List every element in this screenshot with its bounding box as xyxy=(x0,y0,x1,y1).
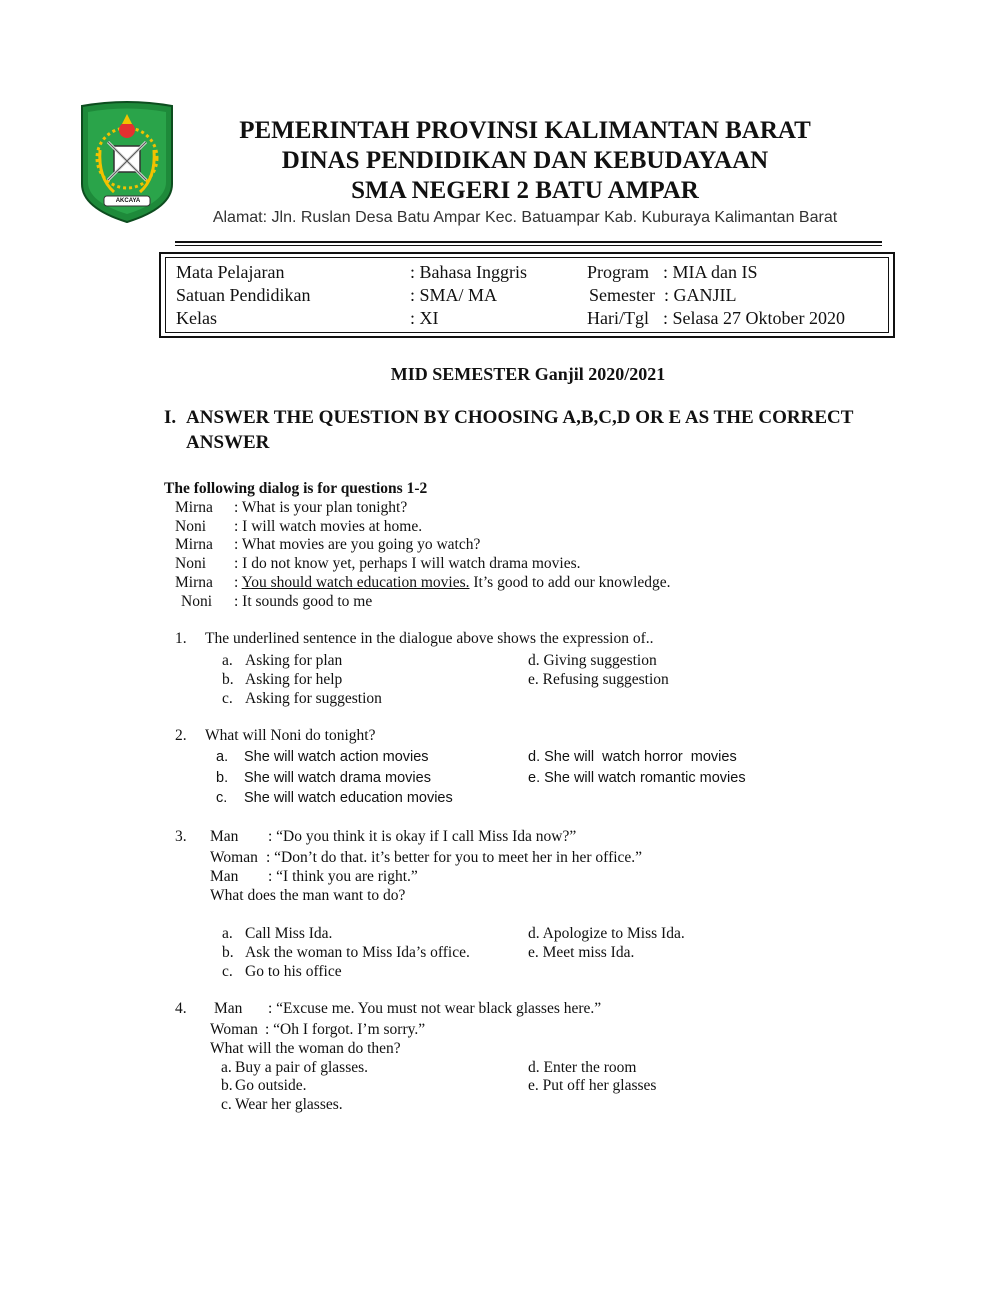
dialog-text-underlined-line xyxy=(234,574,671,592)
option-e[interactable]: e. Put off her glasses xyxy=(528,1077,657,1094)
option-d[interactable]: d. Enter the room xyxy=(528,1059,637,1076)
option-e[interactable]: e. Meet miss Ida. xyxy=(528,944,635,961)
option-label: b. xyxy=(222,944,234,961)
option-label: a. xyxy=(222,925,233,942)
dialog-speaker: Man xyxy=(210,828,239,845)
option-b[interactable]: Go outside. xyxy=(235,1077,307,1094)
dialog-speaker: Man xyxy=(214,1000,243,1017)
info-value: : Bahasa Inggris xyxy=(410,262,527,282)
option-a[interactable]: Buy a pair of glasses. xyxy=(235,1059,369,1076)
info-right-label: Program xyxy=(587,262,649,282)
section-number: I. xyxy=(164,407,177,428)
dialog-text: : What movies are you going yo watch? xyxy=(234,536,481,553)
logo-ribbon-text: AKCAYA xyxy=(115,198,141,204)
option-label: c. xyxy=(221,1096,232,1113)
info-right-value: : MIA dan IS xyxy=(663,262,758,282)
dialog-speaker: Woman xyxy=(210,849,258,866)
info-right-label: Semester xyxy=(589,285,655,305)
dialog-speaker: Noni xyxy=(181,593,212,610)
option-label: c. xyxy=(222,963,233,980)
option-label: a. xyxy=(222,652,233,669)
question-text: What will Noni do tonight? xyxy=(205,727,376,744)
dialog-speaker: Mirna xyxy=(175,536,213,553)
option-label: b. xyxy=(216,770,229,786)
option-b[interactable]: Asking for help xyxy=(245,671,343,688)
dialog-text: : I do not know yet, perhaps I will watch drama movies. xyxy=(234,555,581,572)
info-value: : XI xyxy=(410,308,439,328)
dialog-text: : “I think you are right.” xyxy=(268,868,418,885)
info-right-value: : GANJIL xyxy=(664,285,737,305)
option-label: c. xyxy=(222,690,233,707)
section-title-line2: ANSWER xyxy=(186,432,270,453)
option-d[interactable]: d. She will watch horror movies xyxy=(528,749,737,765)
info-value: : SMA/ MA xyxy=(410,285,498,305)
header-address: Alamat: Jln. Ruslan Desa Batu Ampar Kec. Batuampar Kab. Kuburaya Kalimantan Barat xyxy=(212,209,838,226)
info-label: Kelas xyxy=(176,308,217,328)
dialog-text: : I will watch movies at home. xyxy=(234,518,423,535)
option-label: b. xyxy=(221,1077,233,1094)
question-text: What will the woman do then? xyxy=(210,1040,401,1057)
question-text: The underlined sentence in the dialogue above shows the expression of.. xyxy=(205,630,654,647)
dialog-text: : “Do you think it is okay if I call Miss Ida now?” xyxy=(268,828,577,845)
info-label: Mata Pelajaran xyxy=(176,262,285,282)
option-d[interactable]: d. Apologize to Miss Ida. xyxy=(528,925,685,942)
dialog-intro: The following dialog is for questions 1-2 xyxy=(164,480,428,497)
question-text: What does the man want to do? xyxy=(210,887,406,904)
info-label: Satuan Pendidikan xyxy=(176,285,311,305)
underlined-sentence: You should watch education movies. xyxy=(241,574,470,591)
dialog-text: : “Don’t do that. it’s better for you to meet her in her office.” xyxy=(266,849,643,866)
header-divider xyxy=(175,241,882,243)
dialog-speaker: Noni xyxy=(175,518,206,535)
option-label: a. xyxy=(221,1059,232,1076)
dialog-text: : “Oh I forgot. I’m sorry.” xyxy=(265,1021,426,1038)
question-number: 2. xyxy=(175,727,187,744)
question-number: 1. xyxy=(175,630,187,647)
dialog-text-prefix: : xyxy=(234,574,242,591)
option-label: b. xyxy=(222,671,234,688)
provincial-emblem-logo xyxy=(78,100,176,224)
option-c[interactable]: Wear her glasses. xyxy=(235,1096,343,1113)
option-b[interactable]: Ask the woman to Miss Ida’s office. xyxy=(245,944,470,961)
dialog-speaker: Mirna xyxy=(175,574,213,591)
dialog-speaker: Woman xyxy=(210,1021,258,1038)
option-d[interactable]: d. Giving suggestion xyxy=(528,652,657,669)
info-right-label: Hari/Tgl xyxy=(587,308,649,328)
dialog-text-suffix: It’s good to add our knowledge. xyxy=(469,574,671,591)
dialog-text: : What is your plan tonight? xyxy=(234,499,408,516)
option-label: c. xyxy=(216,790,228,806)
header-divider-thin xyxy=(175,245,882,246)
dialog-text: : “Excuse me. You must not wear black glasses here.” xyxy=(268,1000,602,1017)
option-c[interactable]: She will watch education movies xyxy=(244,790,453,806)
option-label: a. xyxy=(216,749,229,765)
info-right-value: : Selasa 27 Oktober 2020 xyxy=(663,308,845,328)
section-title-line1: ANSWER THE QUESTION BY CHOOSING A,B,C,D OR E AS THE CORRECT xyxy=(186,407,854,428)
exam-title: MID SEMESTER Ganjil 2020/2021 xyxy=(390,364,666,384)
option-e[interactable]: e. Refusing suggestion xyxy=(528,671,669,688)
header-line-province: PEMERINTAH PROVINSI KALIMANTAN BARAT xyxy=(239,117,811,144)
dialog-speaker: Man xyxy=(210,868,239,885)
question-number: 3. xyxy=(175,828,187,845)
header-line-school: SMA NEGERI 2 BATU AMPAR xyxy=(351,177,699,204)
dialog-speaker: Noni xyxy=(175,555,206,572)
question-number: 4. xyxy=(175,1000,187,1017)
option-b[interactable]: She will watch drama movies xyxy=(244,770,431,786)
dialog-speaker: Mirna xyxy=(175,499,213,516)
option-a[interactable]: She will watch action movies xyxy=(244,749,429,765)
option-a[interactable]: Asking for plan xyxy=(245,652,343,669)
header-line-department: DINAS PENDIDIKAN DAN KEBUDAYAAN xyxy=(281,147,769,174)
option-c[interactable]: Go to his office xyxy=(245,963,342,980)
option-c[interactable]: Asking for suggestion xyxy=(245,690,382,707)
option-e[interactable]: e. She will watch romantic movies xyxy=(528,770,746,786)
option-a[interactable]: Call Miss Ida. xyxy=(245,925,333,942)
dialog-text: : It sounds good to me xyxy=(234,593,373,610)
